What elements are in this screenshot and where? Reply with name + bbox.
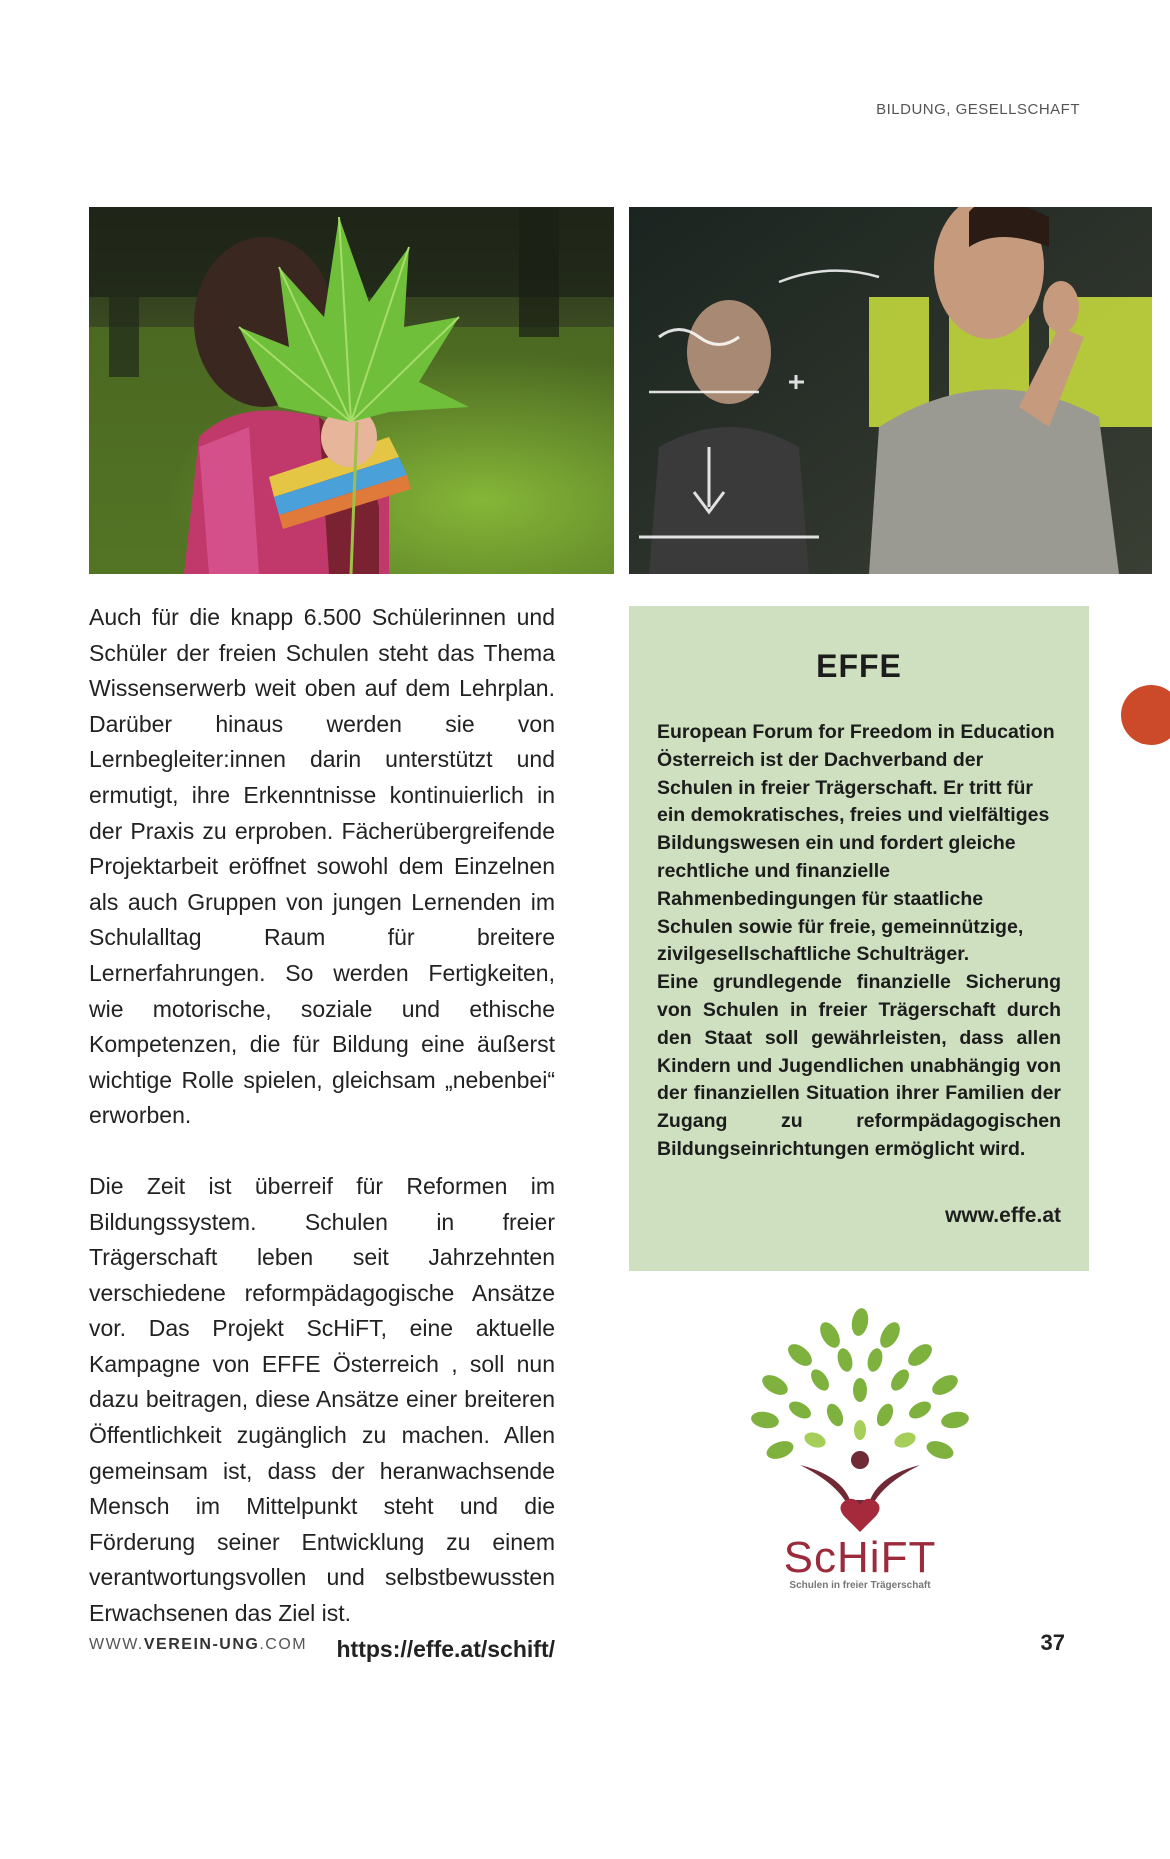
footer-suffix: .COM — [259, 1636, 308, 1653]
schift-logo-tagline: Schulen in freier Trägerschaft — [789, 1580, 931, 1590]
effe-link[interactable]: www.effe.at — [945, 1203, 1061, 1227]
schift-tree-icon — [730, 1300, 990, 1590]
article-paragraph-2: Die Zeit ist überreif für Reformen im Bildungssystem. Schulen in freier Trägerschaft leben seit Jahrzehnten verschiedene reformpädagogische Ansätze vor. Das Projekt ScHiFT, eine aktuelle Kampagne von EFFE Österreich , soll nun dazu beitragen, diese Ansätze einer breiteren Öffentlichkeit zugänglich zu machen. Allen gemeinsam ist, dass der heranwachsende Mensch im Mittelpunkt steht und die Förderung seiner Entwicklung zu einem verantwortungsvollen und selbstbewussten Erwachsenen das Ziel ist. — [89, 1172, 555, 1627]
article-link[interactable]: https://effe.at/schift/ — [336, 1635, 555, 1662]
photo-students-glass-graphic — [629, 207, 1152, 574]
footer-website[interactable] — [89, 1636, 307, 1654]
article-paragraph-1: Auch für die knapp 6.500 Schülerinnen und Schüler der freien Schulen steht das Thema Wissenserwerb weit oben auf dem Lehrplan. Darüber hinaus werden sie von Lernbegleiter:innen darin unterstützt und ermutigt, ihre Erkenntnisse kontinuierlich in der Praxis zu erproben. Fächerübergreifende Projektarbeit eröffnet sowohl dem Einzelnen als auch Gruppen von jungen Lernenden im Schulalltag Raum für breitere Lernerfahrungen. So werden Fertigkeiten, wie motorische, soziale und ethische Kompetenzen, die für Bildung eine äußerst wichtige Rolle spielen, gleichsam „nebenbei“ erworben. — [89, 604, 555, 1129]
section-label: BILDUNG, GESELLSCHAFT — [876, 101, 1080, 118]
effe-paragraph-2: Eine grundlegende finanzielle Sicherung von Schulen in freier Trägerschaft durch den Staat soll gewährleisten, dass allen Kindern und Jugendlichen unabhängig von der finanziellen Situation ihrer Familien der Zugang zu reformpädagogischen Bildungseinrichtungen ermöglicht wird. — [657, 971, 1061, 1160]
photo-child-leaf — [89, 207, 614, 574]
photo-child-leaf-graphic — [89, 207, 614, 574]
article-column — [89, 600, 555, 1667]
footer-prefix: WWW. — [89, 1636, 144, 1653]
schift-logo — [730, 1300, 990, 1590]
effe-paragraph-1: European Forum for Freedom in Education Österreich ist der Dachverband der Schulen in freier Trägerschaft. Er tritt für ein demokratisches, freies und vielfältiges Bildungswesen ein und fordert gleiche rechtliche und finanzielle Rahmenbedingungen für staatliche Schulen sowie für freie, gemeinnützige, zivilgesellschaftliche Schulträger. — [657, 721, 1055, 966]
footer-brand: VEREIN-UNG — [143, 1636, 260, 1653]
photo-students-glass — [629, 207, 1152, 574]
effe-info-box — [629, 606, 1089, 1271]
effe-title: EFFE — [816, 648, 902, 684]
schift-logo-wordmark: ScHiFT — [783, 1533, 937, 1582]
page-number: 37 — [1040, 1630, 1065, 1655]
side-tab-marker — [1121, 685, 1170, 745]
